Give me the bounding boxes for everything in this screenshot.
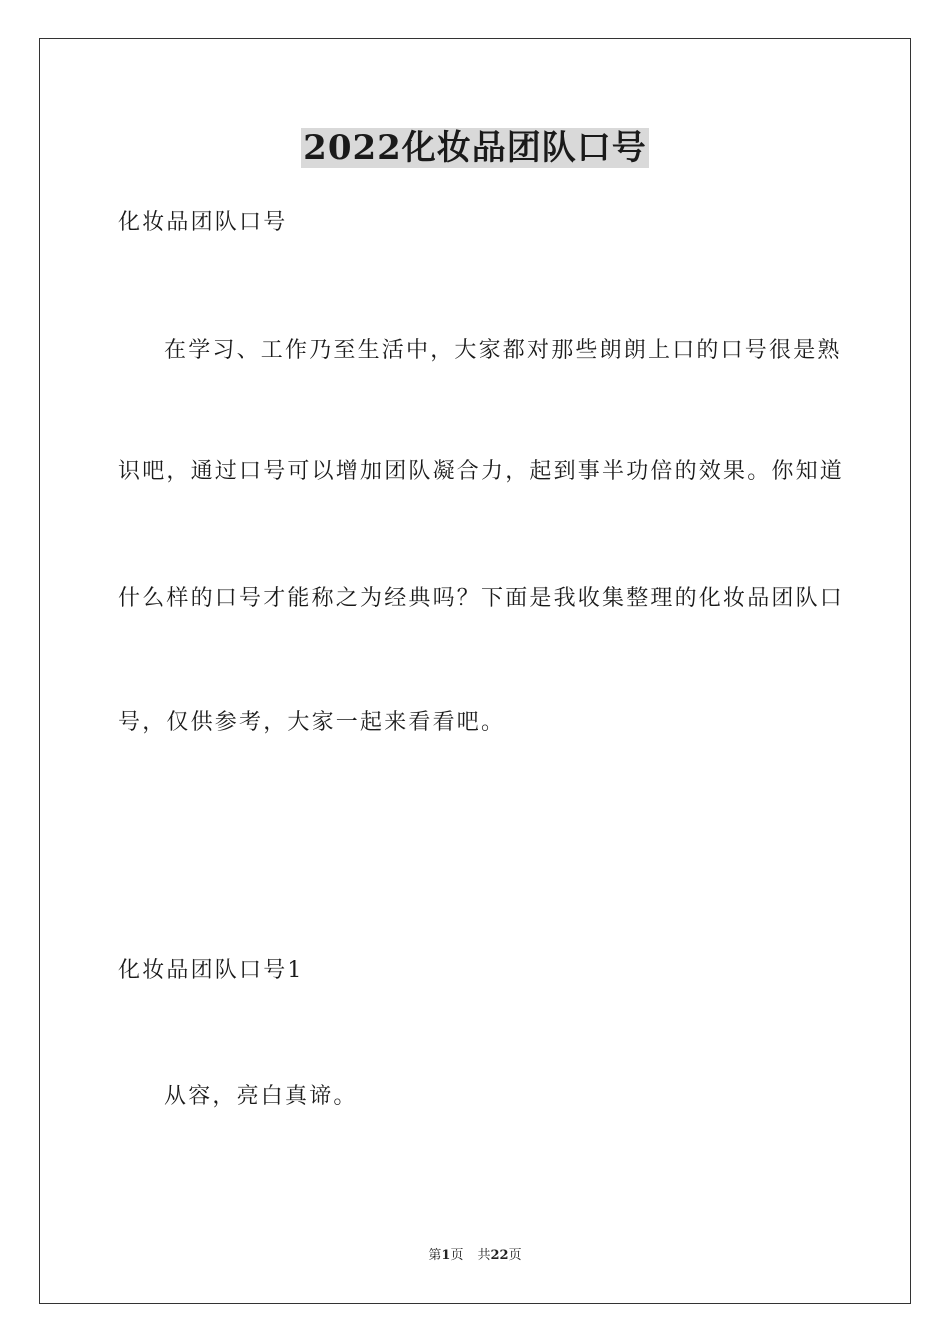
document-subtitle: 化妆品团队口号 [118,210,288,235]
footer-page-number: 1 [441,1248,451,1263]
intro-line-4: 号，仅供参考，大家一起来看看吧。 [118,710,506,735]
document-title [0,126,950,170]
footer-total-prefix: 共 [477,1248,491,1263]
intro-line-1: 在学习、工作乃至生活中，大家都对那些朗朗上口的口号很是熟 [164,338,842,363]
section-heading: 化妆品团队口号1 [118,958,304,983]
footer-page-suffix: 页 [450,1248,464,1263]
footer-total-pages: 22 [490,1248,509,1263]
intro-line-3: 什么样的口号才能称之为经典吗？下面是我收集整理的化妆品团队口 [118,586,845,611]
section-line-1: 从容，亮白真谛。 [164,1084,358,1109]
footer-total-suffix: 页 [508,1248,522,1263]
page-footer [0,1247,950,1265]
footer-page-prefix: 第 [428,1248,442,1263]
document-title-text: 2022化妆品团队口号 [303,128,647,168]
intro-line-2: 识吧，通过口号可以增加团队凝合力，起到事半功倍的效果。你知道 [118,459,845,484]
